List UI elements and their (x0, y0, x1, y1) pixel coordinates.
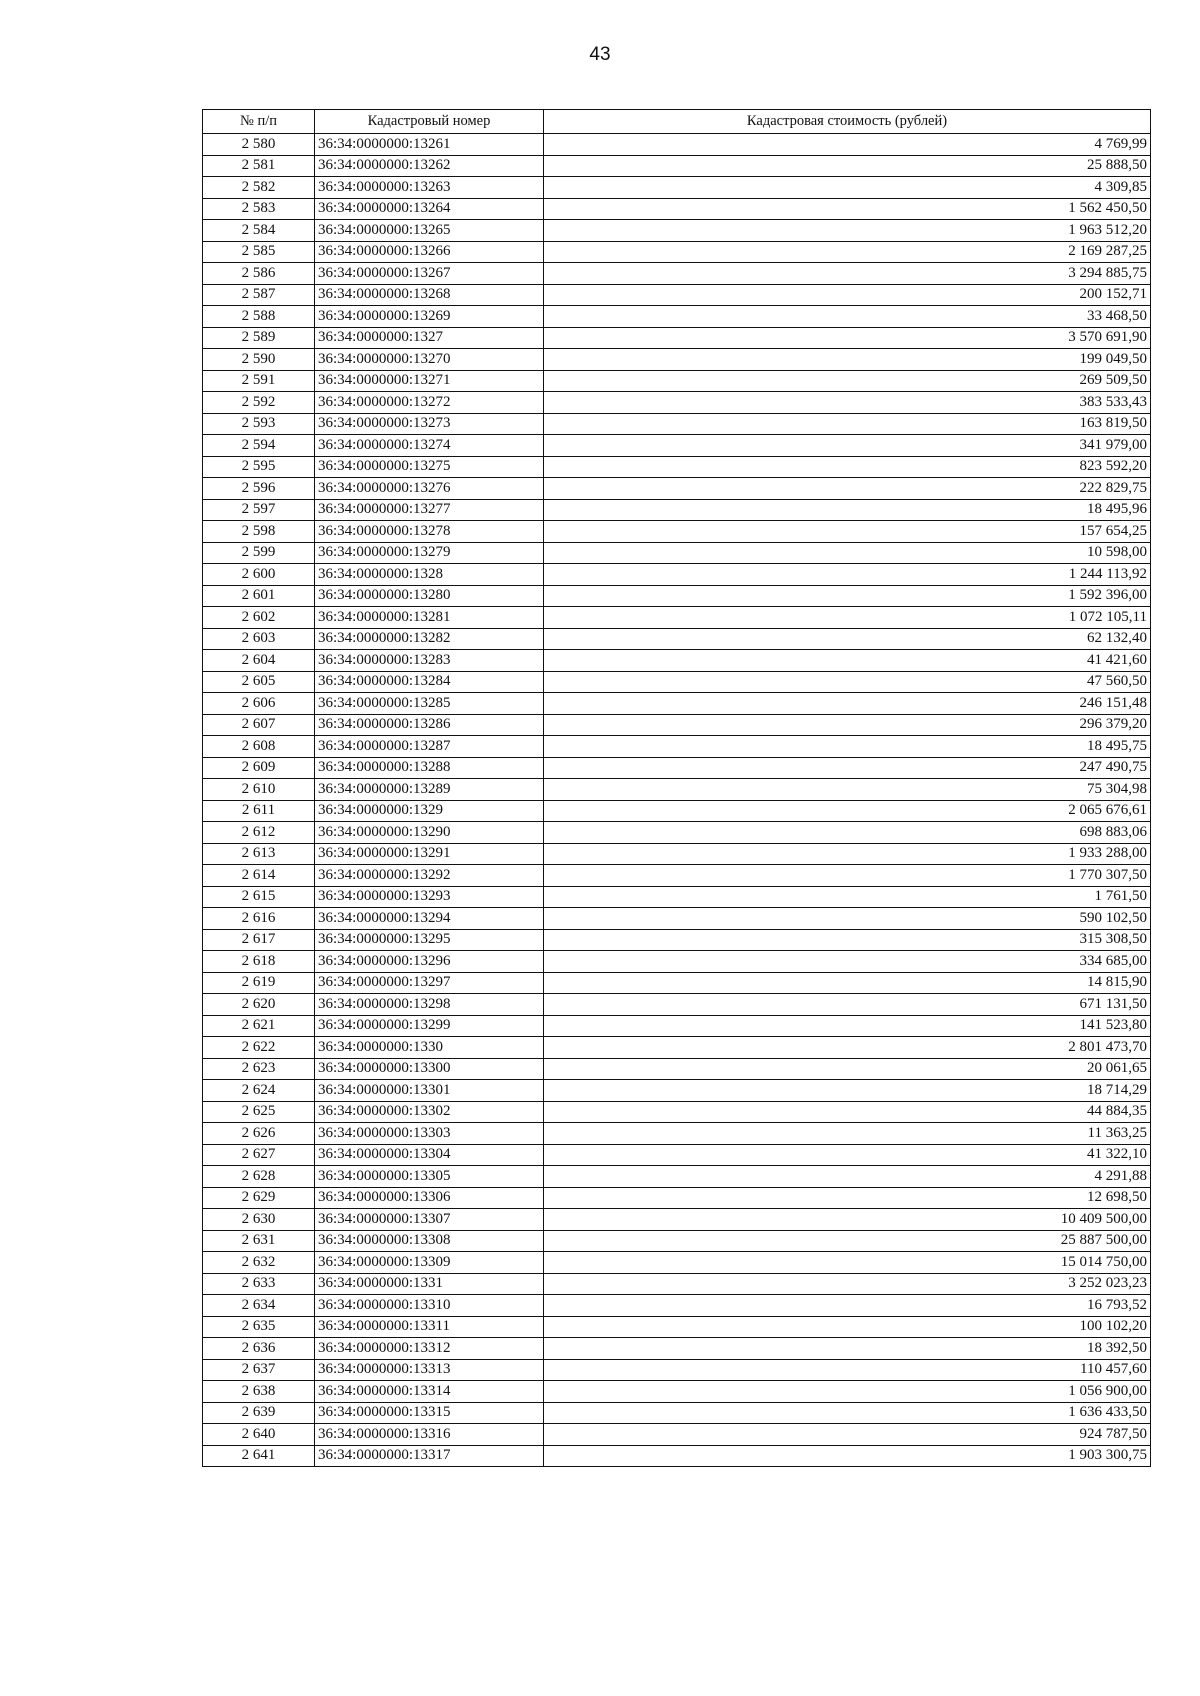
cadastral-value-cell: 18 495,96 (544, 499, 1151, 521)
row-number-cell: 2 620 (203, 994, 315, 1016)
table-row (203, 327, 1151, 349)
row-number-cell: 2 619 (203, 972, 315, 994)
table-row (203, 306, 1151, 328)
cadastral-value-cell: 18 714,29 (544, 1080, 1151, 1102)
row-number-cell: 2 598 (203, 521, 315, 543)
table-row (203, 865, 1151, 887)
table-row (203, 284, 1151, 306)
cadastral-value-cell: 12 698,50 (544, 1187, 1151, 1209)
cadastral-value-cell: 1 592 396,00 (544, 585, 1151, 607)
cadastral-value-cell: 247 490,75 (544, 757, 1151, 779)
cadastral-value-cell: 14 815,90 (544, 972, 1151, 994)
row-number-cell: 2 589 (203, 327, 315, 349)
cadastral-value-cell: 1 761,50 (544, 886, 1151, 908)
cadastral-value-cell: 341 979,00 (544, 435, 1151, 457)
table-row (203, 929, 1151, 951)
cadastral-value-cell: 590 102,50 (544, 908, 1151, 930)
row-number-cell: 2 596 (203, 478, 315, 500)
row-number-cell: 2 610 (203, 779, 315, 801)
table-row (203, 1316, 1151, 1338)
cadastral-value-cell: 1 933 288,00 (544, 843, 1151, 865)
table-row (203, 349, 1151, 371)
cadastral-number-cell: 36:34:0000000:13280 (315, 585, 544, 607)
table-row (203, 1037, 1151, 1059)
cadastral-value-cell: 100 102,20 (544, 1316, 1151, 1338)
table-row (203, 714, 1151, 736)
table-row (203, 994, 1151, 1016)
cadastral-number-cell: 36:34:0000000:13273 (315, 413, 544, 435)
table-row (203, 908, 1151, 930)
table-row (203, 413, 1151, 435)
cadastral-value-cell: 1 963 512,20 (544, 220, 1151, 242)
cadastral-number-cell: 36:34:0000000:13306 (315, 1187, 544, 1209)
cadastral-value-cell: 671 131,50 (544, 994, 1151, 1016)
row-number-cell: 2 590 (203, 349, 315, 371)
cadastral-value-cell: 200 152,71 (544, 284, 1151, 306)
table-row (203, 521, 1151, 543)
table-row (203, 1424, 1151, 1446)
table-row (203, 1295, 1151, 1317)
row-number-cell: 2 623 (203, 1058, 315, 1080)
table-row (203, 155, 1151, 177)
cadastral-number-cell: 36:34:0000000:1329 (315, 800, 544, 822)
table-row (203, 564, 1151, 586)
cadastral-number-cell: 36:34:0000000:13281 (315, 607, 544, 629)
cadastral-number-cell: 36:34:0000000:13271 (315, 370, 544, 392)
cadastral-number-cell: 36:34:0000000:13314 (315, 1381, 544, 1403)
cadastral-value-cell: 41 421,60 (544, 650, 1151, 672)
cadastral-number-cell: 36:34:0000000:13308 (315, 1230, 544, 1252)
cadastral-value-cell: 4 291,88 (544, 1166, 1151, 1188)
cadastral-number-cell: 36:34:0000000:13303 (315, 1123, 544, 1145)
row-number-cell: 2 607 (203, 714, 315, 736)
cadastral-value-cell: 334 685,00 (544, 951, 1151, 973)
table-row (203, 1230, 1151, 1252)
header-cadastral-value: Кадастровая стоимость (рублей) (544, 110, 1151, 134)
table-row (203, 1381, 1151, 1403)
cadastral-value-table (202, 109, 1151, 1467)
cadastral-number-cell: 36:34:0000000:13293 (315, 886, 544, 908)
table-row (203, 456, 1151, 478)
row-number-cell: 2 622 (203, 1037, 315, 1059)
cadastral-number-cell: 36:34:0000000:13315 (315, 1402, 544, 1424)
cadastral-number-cell: 36:34:0000000:13312 (315, 1338, 544, 1360)
cadastral-value-cell: 141 523,80 (544, 1015, 1151, 1037)
cadastral-number-cell: 36:34:0000000:13288 (315, 757, 544, 779)
row-number-cell: 2 605 (203, 671, 315, 693)
cadastral-value-cell: 16 793,52 (544, 1295, 1151, 1317)
cadastral-value-cell: 33 468,50 (544, 306, 1151, 328)
table-row (203, 1101, 1151, 1123)
cadastral-number-cell: 36:34:0000000:13277 (315, 499, 544, 521)
row-number-cell: 2 629 (203, 1187, 315, 1209)
cadastral-value-cell: 25 888,50 (544, 155, 1151, 177)
cadastral-value-cell: 924 787,50 (544, 1424, 1151, 1446)
row-number-cell: 2 615 (203, 886, 315, 908)
cadastral-number-cell: 36:34:0000000:13296 (315, 951, 544, 973)
row-number-cell: 2 602 (203, 607, 315, 629)
row-number-cell: 2 613 (203, 843, 315, 865)
table-row (203, 1058, 1151, 1080)
cadastral-number-cell: 36:34:0000000:13316 (315, 1424, 544, 1446)
table-row (203, 800, 1151, 822)
row-number-cell: 2 608 (203, 736, 315, 758)
cadastral-value-cell: 10 409 500,00 (544, 1209, 1151, 1231)
row-number-cell: 2 582 (203, 177, 315, 199)
table-row (203, 263, 1151, 285)
cadastral-value-cell: 383 533,43 (544, 392, 1151, 414)
cadastral-number-cell: 36:34:0000000:13266 (315, 241, 544, 263)
cadastral-number-cell: 36:34:0000000:13300 (315, 1058, 544, 1080)
row-number-cell: 2 631 (203, 1230, 315, 1252)
row-number-cell: 2 588 (203, 306, 315, 328)
cadastral-number-cell: 36:34:0000000:1328 (315, 564, 544, 586)
table-row (203, 198, 1151, 220)
cadastral-value-cell: 1 562 450,50 (544, 198, 1151, 220)
row-number-cell: 2 632 (203, 1252, 315, 1274)
cadastral-value-cell: 4 309,85 (544, 177, 1151, 199)
table-row (203, 542, 1151, 564)
table-row (203, 951, 1151, 973)
cadastral-number-cell: 36:34:0000000:13274 (315, 435, 544, 457)
table-header-row (203, 110, 1151, 134)
table-row (203, 1445, 1151, 1467)
cadastral-value-cell: 62 132,40 (544, 628, 1151, 650)
cadastral-value-cell: 10 598,00 (544, 542, 1151, 564)
cadastral-value-cell: 20 061,65 (544, 1058, 1151, 1080)
cadastral-value-cell: 2 169 287,25 (544, 241, 1151, 263)
cadastral-value-cell: 157 654,25 (544, 521, 1151, 543)
cadastral-number-cell: 36:34:0000000:13286 (315, 714, 544, 736)
table-row (203, 1015, 1151, 1037)
cadastral-value-cell: 44 884,35 (544, 1101, 1151, 1123)
cadastral-number-cell: 36:34:0000000:13285 (315, 693, 544, 715)
table-row (203, 1187, 1151, 1209)
cadastral-number-cell: 36:34:0000000:13313 (315, 1359, 544, 1381)
row-number-cell: 2 603 (203, 628, 315, 650)
row-number-cell: 2 586 (203, 263, 315, 285)
cadastral-number-cell: 36:34:0000000:13269 (315, 306, 544, 328)
cadastral-value-cell: 1 770 307,50 (544, 865, 1151, 887)
cadastral-value-cell: 110 457,60 (544, 1359, 1151, 1381)
cadastral-value-cell: 41 322,10 (544, 1144, 1151, 1166)
table-row (203, 843, 1151, 865)
cadastral-number-cell: 36:34:0000000:13268 (315, 284, 544, 306)
cadastral-number-cell: 36:34:0000000:13301 (315, 1080, 544, 1102)
cadastral-number-cell: 36:34:0000000:13302 (315, 1101, 544, 1123)
row-number-cell: 2 580 (203, 134, 315, 156)
cadastral-number-cell: 36:34:0000000:13261 (315, 134, 544, 156)
cadastral-value-cell: 3 294 885,75 (544, 263, 1151, 285)
cadastral-value-cell: 3 252 023,23 (544, 1273, 1151, 1295)
cadastral-number-cell: 36:34:0000000:13265 (315, 220, 544, 242)
table-row (203, 1166, 1151, 1188)
cadastral-value-cell: 1 072 105,11 (544, 607, 1151, 629)
row-number-cell: 2 600 (203, 564, 315, 586)
row-number-cell: 2 583 (203, 198, 315, 220)
row-number-cell: 2 604 (203, 650, 315, 672)
row-number-cell: 2 616 (203, 908, 315, 930)
cadastral-number-cell: 36:34:0000000:13310 (315, 1295, 544, 1317)
cadastral-number-cell: 36:34:0000000:13287 (315, 736, 544, 758)
table-row (203, 607, 1151, 629)
cadastral-value-cell: 1 636 433,50 (544, 1402, 1151, 1424)
row-number-cell: 2 599 (203, 542, 315, 564)
row-number-cell: 2 593 (203, 413, 315, 435)
cadastral-value-cell: 1 244 113,92 (544, 564, 1151, 586)
row-number-cell: 2 581 (203, 155, 315, 177)
cadastral-number-cell: 36:34:0000000:13284 (315, 671, 544, 693)
cadastral-number-cell: 36:34:0000000:13298 (315, 994, 544, 1016)
cadastral-value-cell: 47 560,50 (544, 671, 1151, 693)
cadastral-number-cell: 36:34:0000000:13305 (315, 1166, 544, 1188)
table-row (203, 220, 1151, 242)
row-number-cell: 2 606 (203, 693, 315, 715)
cadastral-number-cell: 36:34:0000000:1327 (315, 327, 544, 349)
table-row (203, 886, 1151, 908)
cadastral-value-cell: 18 392,50 (544, 1338, 1151, 1360)
table-row (203, 1402, 1151, 1424)
row-number-cell: 2 630 (203, 1209, 315, 1231)
cadastral-number-cell: 36:34:0000000:1331 (315, 1273, 544, 1295)
table-body (203, 134, 1151, 1467)
cadastral-value-cell: 315 308,50 (544, 929, 1151, 951)
table-row (203, 693, 1151, 715)
table-row (203, 499, 1151, 521)
row-number-cell: 2 625 (203, 1101, 315, 1123)
cadastral-value-cell: 2 801 473,70 (544, 1037, 1151, 1059)
table-row (203, 1209, 1151, 1231)
row-number-cell: 2 592 (203, 392, 315, 414)
table-row (203, 972, 1151, 994)
cadastral-number-cell: 36:34:0000000:13282 (315, 628, 544, 650)
row-number-cell: 2 611 (203, 800, 315, 822)
cadastral-value-cell: 11 363,25 (544, 1123, 1151, 1145)
row-number-cell: 2 640 (203, 1424, 315, 1446)
cadastral-number-cell: 36:34:0000000:13262 (315, 155, 544, 177)
table-row (203, 757, 1151, 779)
cadastral-value-cell: 1 056 900,00 (544, 1381, 1151, 1403)
row-number-cell: 2 639 (203, 1402, 315, 1424)
cadastral-value-cell: 163 819,50 (544, 413, 1151, 435)
cadastral-number-cell: 36:34:0000000:13267 (315, 263, 544, 285)
cadastral-number-cell: 36:34:0000000:13289 (315, 779, 544, 801)
table-row (203, 392, 1151, 414)
cadastral-value-cell: 15 014 750,00 (544, 1252, 1151, 1274)
cadastral-number-cell: 36:34:0000000:13276 (315, 478, 544, 500)
table-row (203, 585, 1151, 607)
cadastral-number-cell: 36:34:0000000:13297 (315, 972, 544, 994)
cadastral-number-cell: 36:34:0000000:13299 (315, 1015, 544, 1037)
cadastral-value-cell: 25 887 500,00 (544, 1230, 1151, 1252)
cadastral-value-cell: 75 304,98 (544, 779, 1151, 801)
row-number-cell: 2 609 (203, 757, 315, 779)
table-row (203, 671, 1151, 693)
cadastral-value-cell: 18 495,75 (544, 736, 1151, 758)
row-number-cell: 2 633 (203, 1273, 315, 1295)
cadastral-number-cell: 36:34:0000000:13292 (315, 865, 544, 887)
cadastral-number-cell: 36:34:0000000:13283 (315, 650, 544, 672)
table-row (203, 822, 1151, 844)
cadastral-value-cell: 4 769,99 (544, 134, 1151, 156)
table-row (203, 628, 1151, 650)
cadastral-value-cell: 823 592,20 (544, 456, 1151, 478)
table-row (203, 1252, 1151, 1274)
header-row-number: № п/п (203, 110, 315, 134)
cadastral-number-cell: 36:34:0000000:13307 (315, 1209, 544, 1231)
cadastral-value-cell: 222 829,75 (544, 478, 1151, 500)
row-number-cell: 2 635 (203, 1316, 315, 1338)
table-row (203, 241, 1151, 263)
header-cadastral-number: Кадастровый номер (315, 110, 544, 134)
cadastral-number-cell: 36:34:0000000:13279 (315, 542, 544, 564)
row-number-cell: 2 626 (203, 1123, 315, 1145)
row-number-cell: 2 587 (203, 284, 315, 306)
row-number-cell: 2 614 (203, 865, 315, 887)
cadastral-value-cell: 2 065 676,61 (544, 800, 1151, 822)
table-row (203, 177, 1151, 199)
table-row (203, 1338, 1151, 1360)
table-row (203, 1080, 1151, 1102)
cadastral-number-cell: 36:34:0000000:13309 (315, 1252, 544, 1274)
cadastral-value-cell: 698 883,06 (544, 822, 1151, 844)
cadastral-value-cell: 269 509,50 (544, 370, 1151, 392)
row-number-cell: 2 624 (203, 1080, 315, 1102)
table-row (203, 650, 1151, 672)
row-number-cell: 2 591 (203, 370, 315, 392)
row-number-cell: 2 594 (203, 435, 315, 457)
cadastral-number-cell: 36:34:0000000:13317 (315, 1445, 544, 1467)
table-row (203, 1273, 1151, 1295)
cadastral-number-cell: 36:34:0000000:13275 (315, 456, 544, 478)
table-row (203, 1123, 1151, 1145)
row-number-cell: 2 627 (203, 1144, 315, 1166)
cadastral-number-cell: 36:34:0000000:13264 (315, 198, 544, 220)
row-number-cell: 2 638 (203, 1381, 315, 1403)
cadastral-number-cell: 36:34:0000000:13294 (315, 908, 544, 930)
row-number-cell: 2 641 (203, 1445, 315, 1467)
row-number-cell: 2 636 (203, 1338, 315, 1360)
row-number-cell: 2 617 (203, 929, 315, 951)
page-number: 43 (589, 44, 611, 65)
cadastral-number-cell: 36:34:0000000:13291 (315, 843, 544, 865)
table-row (203, 370, 1151, 392)
row-number-cell: 2 621 (203, 1015, 315, 1037)
row-number-cell: 2 584 (203, 220, 315, 242)
cadastral-value-cell: 199 049,50 (544, 349, 1151, 371)
cadastral-number-cell: 36:34:0000000:1330 (315, 1037, 544, 1059)
table-row (203, 435, 1151, 457)
table-row (203, 478, 1151, 500)
cadastral-number-cell: 36:34:0000000:13263 (315, 177, 544, 199)
cadastral-number-cell: 36:34:0000000:13272 (315, 392, 544, 414)
table-row (203, 779, 1151, 801)
cadastral-value-cell: 246 151,48 (544, 693, 1151, 715)
cadastral-number-cell: 36:34:0000000:13311 (315, 1316, 544, 1338)
cadastral-number-cell: 36:34:0000000:13270 (315, 349, 544, 371)
cadastral-value-cell: 1 903 300,75 (544, 1445, 1151, 1467)
table-row (203, 1359, 1151, 1381)
row-number-cell: 2 585 (203, 241, 315, 263)
cadastral-value-cell: 296 379,20 (544, 714, 1151, 736)
cadastral-number-cell: 36:34:0000000:13290 (315, 822, 544, 844)
cadastral-number-cell: 36:34:0000000:13304 (315, 1144, 544, 1166)
row-number-cell: 2 597 (203, 499, 315, 521)
row-number-cell: 2 618 (203, 951, 315, 973)
table-row (203, 1144, 1151, 1166)
row-number-cell: 2 637 (203, 1359, 315, 1381)
table-row (203, 134, 1151, 156)
cadastral-number-cell: 36:34:0000000:13295 (315, 929, 544, 951)
row-number-cell: 2 601 (203, 585, 315, 607)
row-number-cell: 2 612 (203, 822, 315, 844)
table-row (203, 736, 1151, 758)
cadastral-number-cell: 36:34:0000000:13278 (315, 521, 544, 543)
row-number-cell: 2 628 (203, 1166, 315, 1188)
row-number-cell: 2 634 (203, 1295, 315, 1317)
row-number-cell: 2 595 (203, 456, 315, 478)
cadastral-value-cell: 3 570 691,90 (544, 327, 1151, 349)
